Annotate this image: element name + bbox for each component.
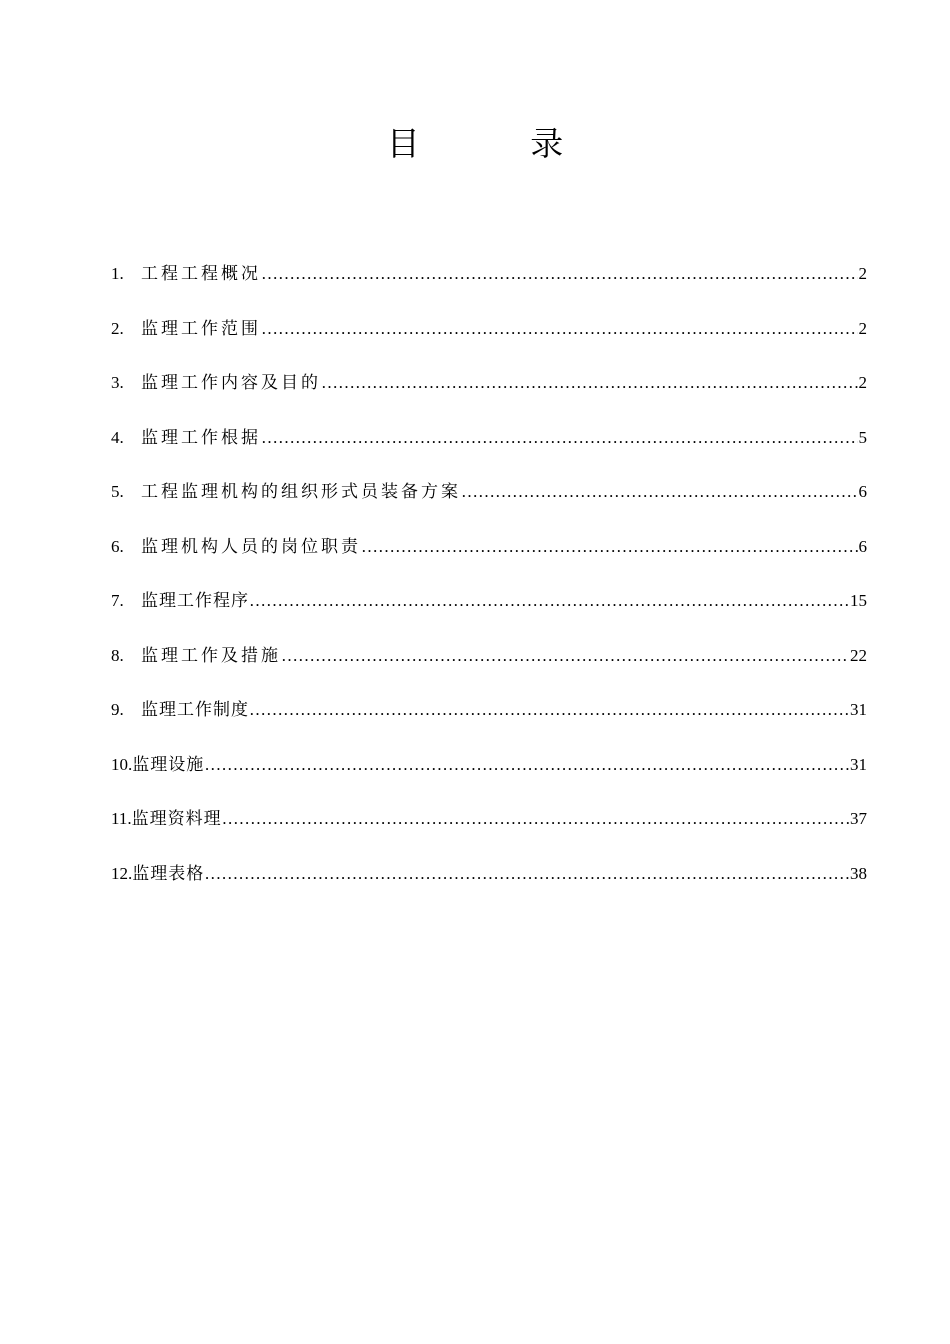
toc-entry-label: 监理机构人员的岗位职责: [141, 536, 361, 557]
toc-entry-label: 监理工作程序: [141, 591, 249, 611]
toc-entry-11[interactable]: [111, 801, 867, 856]
toc-entry-label: 监理工作内容及目的: [141, 373, 321, 393]
toc-entry-number: 8.: [111, 645, 124, 665]
toc-entry-9[interactable]: [111, 692, 867, 747]
toc-entry-page: 2: [858, 373, 867, 392]
toc-entry-number: 2.: [111, 318, 124, 338]
toc-entry-number: 1.: [111, 264, 124, 283]
toc-entry-page: 22: [850, 645, 867, 665]
toc-dot-leader: [204, 856, 849, 892]
toc-dot-leader: [249, 692, 849, 728]
toc-dot-leader: [281, 638, 849, 674]
toc-entry-number: 3.: [111, 373, 124, 392]
toc-dot-leader: [361, 529, 858, 565]
toc-entry-number: 10.: [111, 754, 133, 774]
toc-entry-12[interactable]: [111, 856, 867, 911]
toc-entry-label: 监理工作及措施: [141, 645, 281, 666]
toc-entry-10[interactable]: [111, 747, 867, 802]
toc-dot-leader: [222, 801, 849, 837]
toc-entry-page: 31: [850, 754, 867, 774]
toc-entry-page: 5: [858, 427, 867, 447]
toc-dot-leader: [249, 583, 849, 619]
toc-entry-label: 监理工作范围: [141, 318, 261, 339]
toc-entry-number: 9.: [111, 700, 124, 719]
toc-entry-label: 监理表格: [132, 863, 205, 884]
toc-entry-5[interactable]: [111, 474, 867, 529]
toc-entry-page: 31: [850, 700, 867, 719]
toc-entry-page: 37: [850, 809, 867, 828]
toc-entry-6[interactable]: [111, 529, 867, 584]
toc-entry-label: 监理资料理: [131, 809, 222, 829]
toc-dot-leader: [261, 256, 858, 292]
toc-dot-leader: [204, 747, 849, 783]
toc-entry-number: 4.: [111, 427, 124, 447]
toc-entry-label: 监理设施: [132, 754, 205, 775]
toc-entry-page: 6: [858, 482, 867, 501]
toc-entry-number: 7.: [111, 591, 124, 610]
toc-dot-leader: [321, 365, 858, 401]
toc-entry-page: 2: [858, 264, 867, 283]
toc-entry-8[interactable]: [111, 638, 867, 693]
toc-list: [111, 256, 867, 910]
toc-entry-number: 12.: [111, 863, 133, 883]
toc-entry-page: 15: [850, 591, 867, 610]
toc-entry-number: 5.: [111, 482, 124, 501]
toc-entry-label: 监理工作制度: [141, 700, 249, 720]
toc-entry-label: 监理工作根据: [141, 427, 261, 448]
toc-entry-page: 2: [858, 318, 867, 338]
toc-entry-page: 38: [850, 863, 867, 883]
toc-dot-leader: [261, 311, 858, 347]
toc-entry-1[interactable]: [111, 256, 867, 311]
toc-entry-4[interactable]: [111, 420, 867, 475]
toc-entry-page: 6: [858, 536, 867, 556]
toc-title: 目 录: [386, 124, 614, 163]
toc-dot-leader: [261, 420, 858, 456]
toc-entry-7[interactable]: [111, 583, 867, 638]
toc-entry-label: 工程监理机构的组织形式员装备方案: [141, 482, 461, 502]
toc-entry-number: 6.: [111, 536, 124, 556]
toc-entry-2[interactable]: [111, 311, 867, 366]
toc-dot-leader: [461, 474, 858, 510]
toc-entry-label: 工程工程概况: [141, 264, 261, 284]
toc-entry-3[interactable]: [111, 365, 867, 420]
toc-entry-number: 11.: [111, 809, 132, 828]
